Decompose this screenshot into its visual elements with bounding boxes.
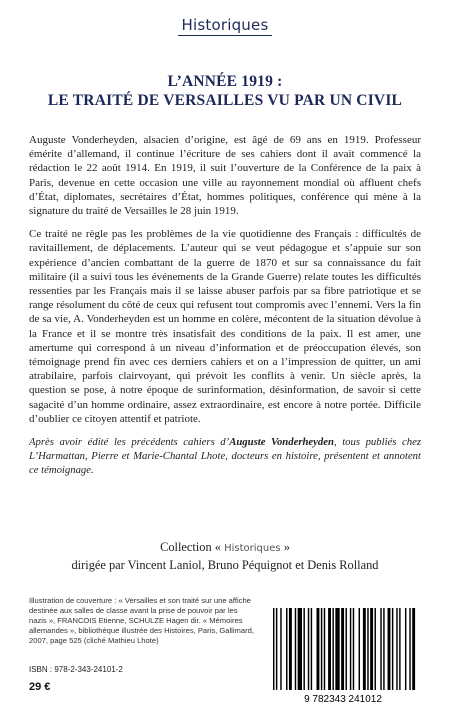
summary-text — [29, 133, 421, 486]
editors-note — [29, 435, 421, 477]
isbn-text: ISBN : 978-2-343-24101-2 — [29, 665, 123, 674]
illustration-credits: Illustration de couverture : « Versailles et son traité sur une affiche destinée aux salles de classe avant la prise de pouvoir par les nazis », FRANCOIS Etienne, SCHULZE Hagen dir. « Mémoires allemandes », bibliothèque illustrée des Histoires, Paris, Gallimard, 2007, page 525 (cliché Mathieu Lhote) — [29, 596, 254, 645]
summary-paragraph: Ce traité ne règle pas les problèmes de la vie quotidienne des Français : difficultés de ravitaillement, de déplacements. L’auteur qui se veut pédagogue et s’appuie sur son expérience d’ancien combattant de la guerre de 1870 et sur sa connaissance du fait militaire (il a suivi tous les événements de la Grande Guerre) relate toutes les difficultés ressenties par les Français mais il se laisse abuser parfois par sa fibre patriotique et se range résolument du côté de ceux qui refusent tout compromis avec l’ennemi. Vers la fin de sa vie, A. Vonderheyden est un homme en colère, mécontent de la situation dévolue à la France et il se montre très insatisfait des conditions de la paix. Il est amer, une amertume qui correspond à un niveau d’information et de préoccupation élevés, son témoignage prend fin avec ces derniers cahiers et on a l’impression de quitter, un ami atrabilaire, parfois clairvoyant, qui prévoit les conflits à venir. Un siècle après, la question se pose, à notre époque de surinformation, désinformation, de savoir si cette sagacité d’un homme ordinaire, assez extraordinaire, est encore à notre portée. Difficile d’oublier ce citoyen attentif et patriote. — [29, 228, 421, 425]
barcode-digits: 9 782343 241012 — [304, 694, 382, 705]
series-logo-text: Historiques — [178, 16, 273, 36]
book-title — [20, 72, 430, 110]
collection-directors: dirigée par Vincent Laniol, Bruno Péquignot et Denis Rolland — [71, 558, 379, 572]
title-line-2: LE TRAITÉ DE VERSAILLES VU PAR UN CIVIL — [47, 92, 403, 109]
title-line-1: L’ANNÉE 1919 : — [167, 73, 283, 90]
collection-prefix: Collection « — [160, 540, 221, 554]
collection-suffix: » — [283, 540, 290, 554]
collection-line — [0, 539, 450, 557]
collection-logo: Historiques — [224, 543, 281, 554]
cover-footer — [29, 596, 421, 706]
editors-note-author: Auguste Vonderheyden — [229, 436, 334, 449]
price-text: 29 € — [29, 681, 51, 693]
collection-info — [0, 539, 450, 574]
barcode-graphic — [265, 608, 421, 706]
series-logo — [0, 16, 450, 36]
editors-note-prefix: Après avoir édité les précédents cahiers d’ — [29, 436, 230, 449]
editors-note-suffix: , tous publiés chez L’Harmattan, Pierre et Marie-Chantal Lhote, docteurs en histoire, présentent et annotent ce témoignage. — [29, 436, 422, 477]
isbn-barcode — [265, 608, 421, 706]
summary-paragraph: Auguste Vonderheyden, alsacien d’origine, est âgé de 69 ans en 1919. Professeur émérite d’allemand, il continue l’écriture de ses cahiers dont il avait commencé la rédaction le 22 août 1914. En 1919, il suit l’ouverture de la Conférence de la paix à Paris, devenue en cette occasion une ville au rayonnement mondial où affluent chefs d’État, diplomates, secrétaires d’État, hommes politiques, conférence qui mène à la signature du traité de Versailles le 28 juin 1919. — [29, 134, 421, 218]
